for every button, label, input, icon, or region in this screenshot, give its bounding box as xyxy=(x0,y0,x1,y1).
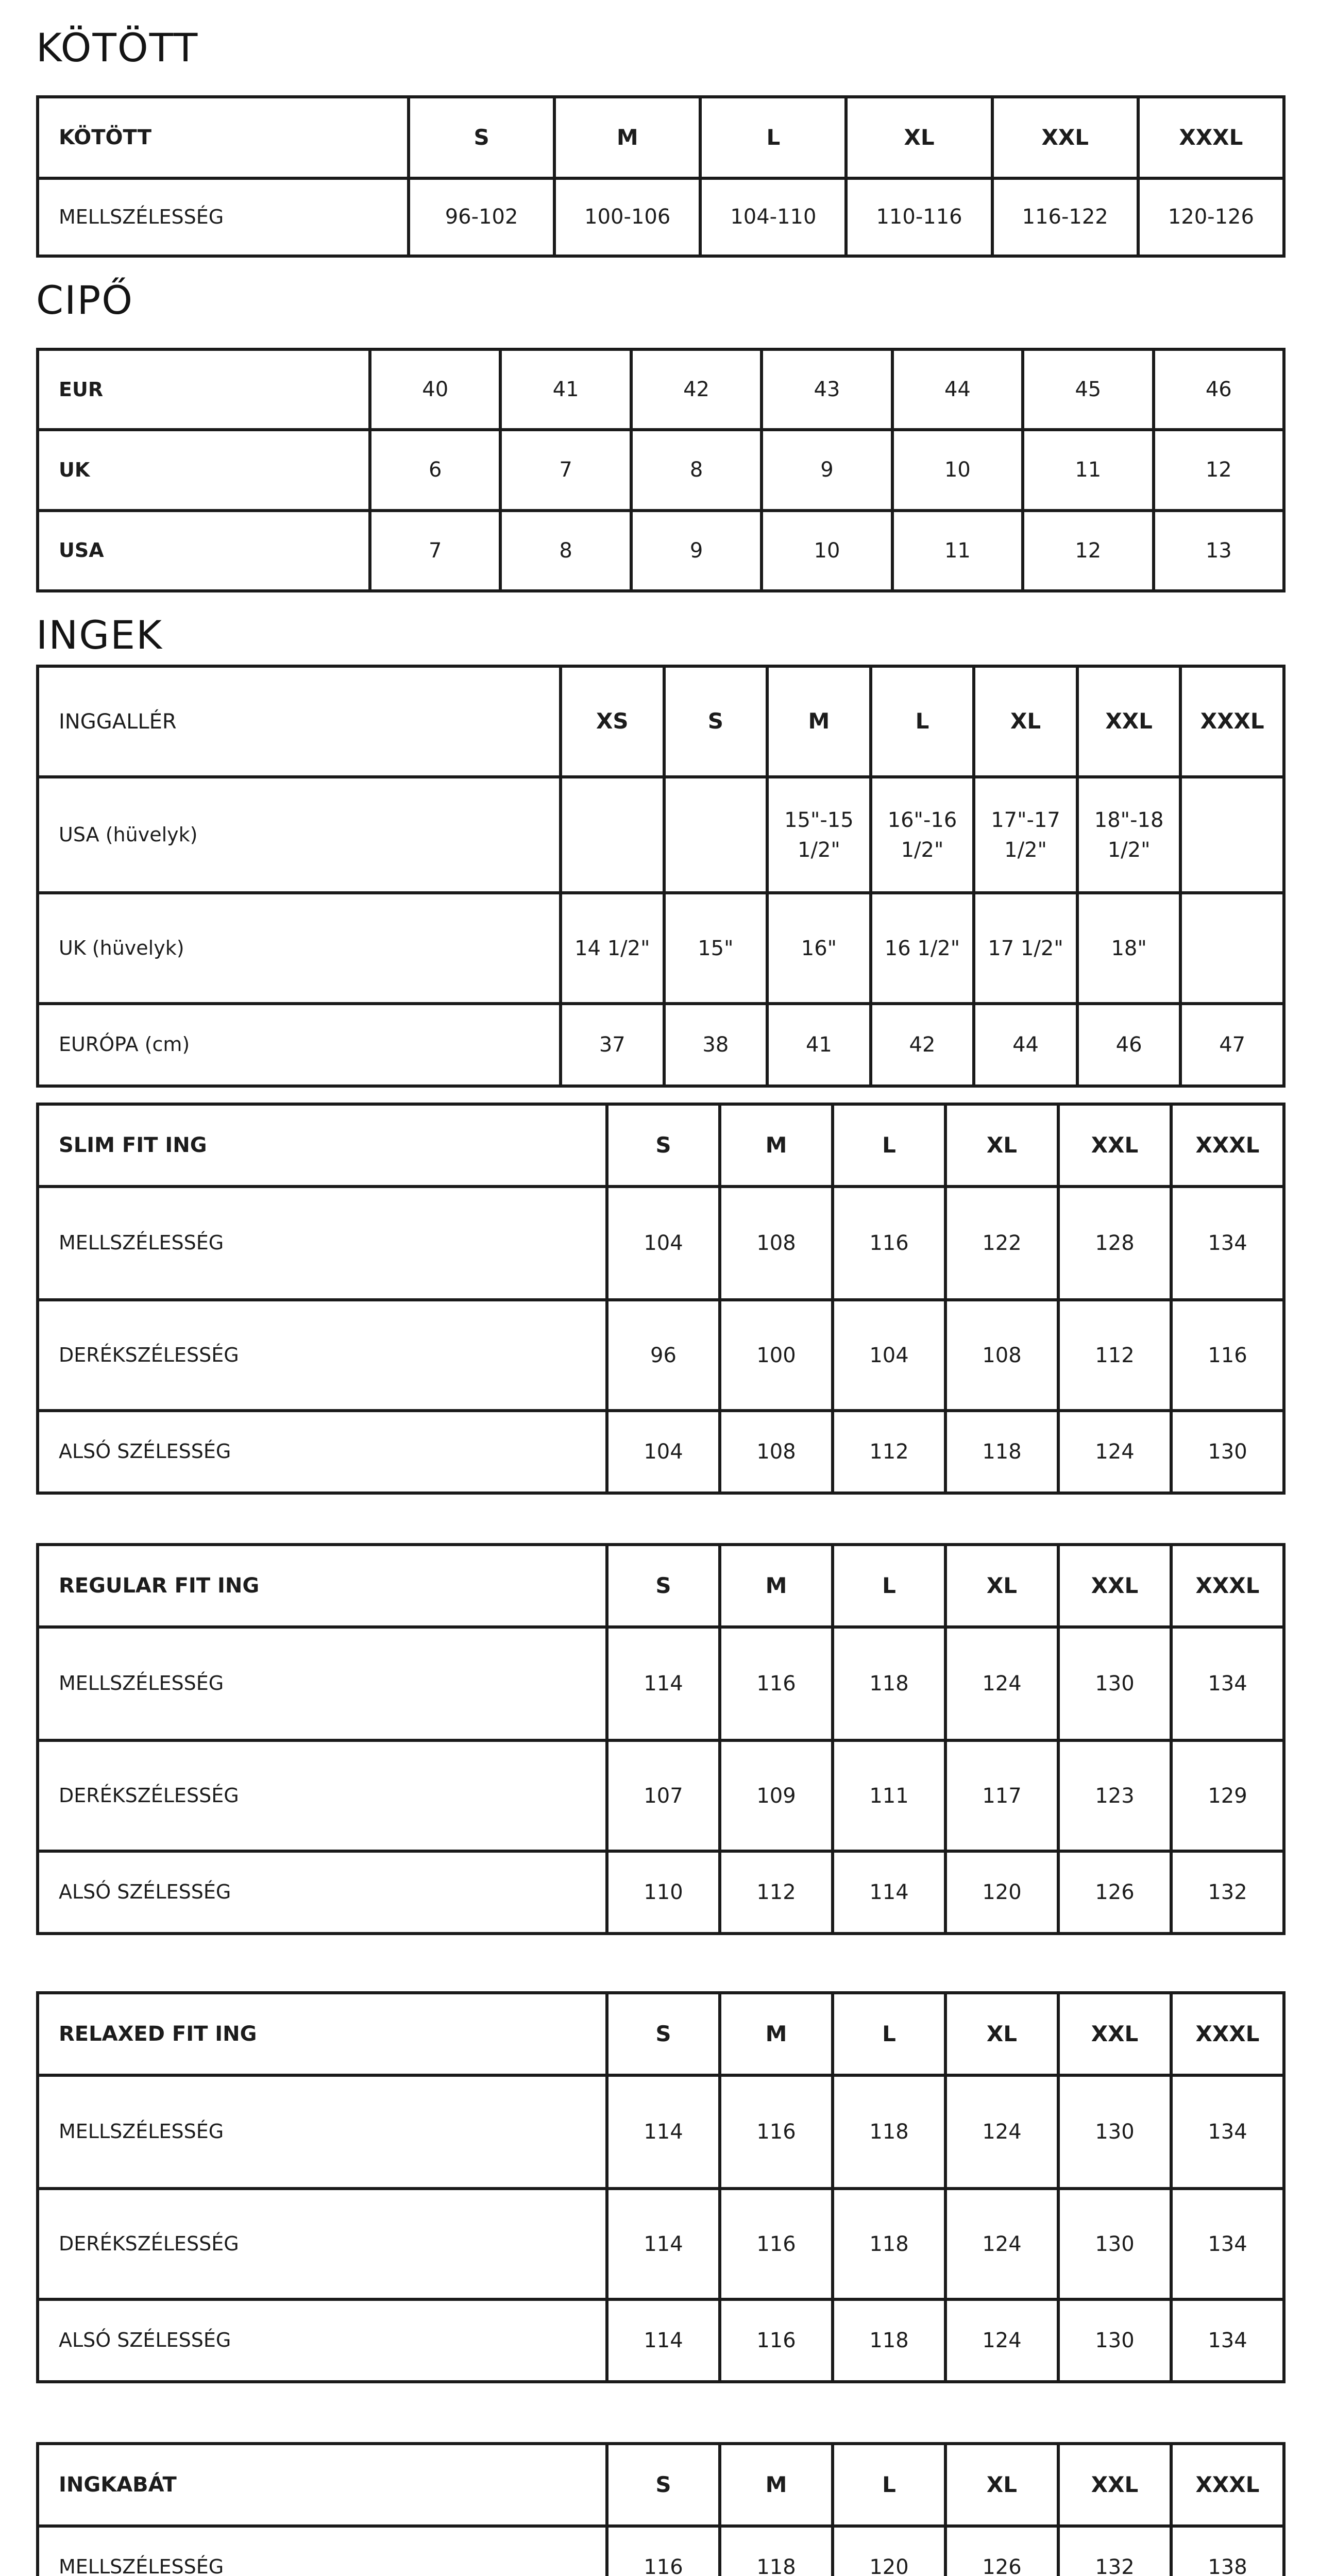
table-cell: 12 xyxy=(1023,511,1153,591)
header-cell: S xyxy=(607,1104,720,1187)
table-inggaller xyxy=(36,665,1286,1088)
header-cell: XXXL xyxy=(1138,97,1284,178)
table-cell: 104 xyxy=(833,1300,945,1411)
header-cell: M xyxy=(720,2444,833,2526)
table-regular-fit-ing xyxy=(36,1543,1286,1935)
header-cell: M xyxy=(720,1104,833,1187)
table-cell xyxy=(664,777,768,893)
table-cell: 120 xyxy=(833,2526,945,2576)
table-cell: 42 xyxy=(871,1004,974,1086)
table-cell: 112 xyxy=(1058,1300,1171,1411)
table-cell: 37 xyxy=(561,1004,664,1086)
table-cell: 120-126 xyxy=(1138,178,1284,256)
table-cell: 100-106 xyxy=(554,178,700,256)
table-cell: 126 xyxy=(1058,1851,1171,1934)
header-cell: INGGALLÉR xyxy=(38,666,561,777)
header-cell: XL xyxy=(945,1545,1058,1627)
header-cell: L xyxy=(700,97,846,178)
table-cell: 107 xyxy=(607,1740,720,1851)
table-cell: 7 xyxy=(370,511,500,591)
header-cell: XL xyxy=(974,666,1077,777)
table-row xyxy=(38,349,1284,430)
table-header-row xyxy=(38,1104,1284,1187)
table-cell: 40 xyxy=(370,349,500,430)
table-cell: 38 xyxy=(664,1004,768,1086)
table-cell: 118 xyxy=(833,1627,945,1740)
table-row xyxy=(38,178,1284,256)
table-cell: 124 xyxy=(945,2189,1058,2299)
table-header-row xyxy=(38,97,1284,178)
row-label: MELLSZÉLESSÉG xyxy=(38,2075,607,2189)
table-cell: 116 xyxy=(1171,1300,1284,1411)
table-cell: 17"-17 1/2" xyxy=(974,777,1077,893)
table-cell: 134 xyxy=(1171,1627,1284,1740)
section-title-kotott: KÖTÖTT xyxy=(36,25,199,71)
table-row xyxy=(38,1627,1284,1740)
table-cell: 132 xyxy=(1171,1851,1284,1934)
table-cell: 124 xyxy=(945,1627,1058,1740)
header-cell: XXL xyxy=(1058,1545,1171,1627)
table-row xyxy=(38,1740,1284,1851)
table-cell: 15" xyxy=(664,893,768,1004)
table-cell xyxy=(1180,777,1284,893)
row-label: ALSÓ SZÉLESSÉG xyxy=(38,1851,607,1934)
header-cell: S xyxy=(664,666,768,777)
table-cell: 15"-15 1/2" xyxy=(767,777,871,893)
table-row xyxy=(38,893,1284,1004)
row-label: MELLSZÉLESSÉG xyxy=(38,178,409,256)
table-cell: 134 xyxy=(1171,2299,1284,2382)
section-title-ingek: INGEK xyxy=(36,612,163,658)
table-cell: 100 xyxy=(720,1300,833,1411)
table-row xyxy=(38,1411,1284,1493)
table-cell: 118 xyxy=(720,2526,833,2576)
table-header-row xyxy=(38,666,1284,777)
table-cell: 10 xyxy=(892,430,1023,510)
table-cell: 104-110 xyxy=(700,178,846,256)
table-cell: 117 xyxy=(945,1740,1058,1851)
header-cell: S xyxy=(607,1545,720,1627)
header-cell: M xyxy=(554,97,700,178)
table-cell: 8 xyxy=(631,430,762,510)
table-cell: 14 1/2" xyxy=(561,893,664,1004)
table-cell: 45 xyxy=(1023,349,1153,430)
header-cell: L xyxy=(833,1993,945,2075)
table-cell: 7 xyxy=(500,430,631,510)
table-cell: 42 xyxy=(631,349,762,430)
row-label: EUR xyxy=(38,349,370,430)
table-cell: 122 xyxy=(945,1187,1058,1300)
table-relaxed-fit-ing xyxy=(36,1991,1286,2383)
header-cell: INGKABÁT xyxy=(38,2444,607,2526)
table-cell: 110-116 xyxy=(846,178,992,256)
table-row xyxy=(38,2526,1284,2576)
table-kotott xyxy=(36,95,1286,258)
header-cell: XL xyxy=(846,97,992,178)
table-cell: 128 xyxy=(1058,1187,1171,1300)
header-cell: XXL xyxy=(1058,2444,1171,2526)
header-cell: S xyxy=(607,2444,720,2526)
row-label: DERÉKSZÉLESSÉG xyxy=(38,1300,607,1411)
table-cell: 118 xyxy=(833,2075,945,2189)
table-ingkabat xyxy=(36,2442,1286,2576)
table-cell: 116 xyxy=(720,2189,833,2299)
table-cell: 96-102 xyxy=(409,178,554,256)
table-row xyxy=(38,511,1284,591)
table-cell: 116 xyxy=(833,1187,945,1300)
table-cell: 116 xyxy=(720,2299,833,2382)
row-label: MELLSZÉLESSÉG xyxy=(38,1187,607,1300)
table-cell: 116 xyxy=(720,1627,833,1740)
table-cell: 138 xyxy=(1171,2526,1284,2576)
table-cell: 130 xyxy=(1171,1411,1284,1493)
header-cell: XL xyxy=(945,1993,1058,2075)
table-cell: 8 xyxy=(500,511,631,591)
table-cell: 16"-16 1/2" xyxy=(871,777,974,893)
header-cell: XXL xyxy=(1058,1993,1171,2075)
table-cell: 129 xyxy=(1171,1740,1284,1851)
table-row xyxy=(38,777,1284,893)
table-cell: 46 xyxy=(1077,1004,1181,1086)
table-cell: 104 xyxy=(607,1411,720,1493)
table-cell: 130 xyxy=(1058,2189,1171,2299)
table-cell: 16 1/2" xyxy=(871,893,974,1004)
table-header-row xyxy=(38,1993,1284,2075)
header-cell: M xyxy=(720,1545,833,1627)
table-cell: 13 xyxy=(1154,511,1284,591)
table-row xyxy=(38,2189,1284,2299)
header-cell: XXXL xyxy=(1171,1993,1284,2075)
table-cell: 109 xyxy=(720,1740,833,1851)
header-cell: RELAXED FIT ING xyxy=(38,1993,607,2075)
table-row xyxy=(38,430,1284,510)
table-cell: 47 xyxy=(1180,1004,1284,1086)
table-cell: 16" xyxy=(767,893,871,1004)
table-cell xyxy=(1180,893,1284,1004)
table-cell: 18" xyxy=(1077,893,1181,1004)
table-cell: 134 xyxy=(1171,2189,1284,2299)
table-cell: 132 xyxy=(1058,2526,1171,2576)
table-cell: 114 xyxy=(833,1851,945,1934)
table-cell: 130 xyxy=(1058,2075,1171,2189)
table-cell: 112 xyxy=(833,1411,945,1493)
table-cell: 9 xyxy=(762,430,892,510)
table-cell: 124 xyxy=(945,2075,1058,2189)
table-cell: 18"-18 1/2" xyxy=(1077,777,1181,893)
table-cell: 114 xyxy=(607,1627,720,1740)
table-row xyxy=(38,1187,1284,1300)
table-row xyxy=(38,1300,1284,1411)
table-cell: 46 xyxy=(1154,349,1284,430)
row-label: EURÓPA (cm) xyxy=(38,1004,561,1086)
table-cell: 134 xyxy=(1171,1187,1284,1300)
table-cell: 43 xyxy=(762,349,892,430)
row-label: USA xyxy=(38,511,370,591)
header-cell: L xyxy=(871,666,974,777)
table-cell: 116 xyxy=(607,2526,720,2576)
table-cell: 96 xyxy=(607,1300,720,1411)
table-cell: 116 xyxy=(720,2075,833,2189)
table-row xyxy=(38,2299,1284,2382)
table-cell: 6 xyxy=(370,430,500,510)
table-cipo xyxy=(36,348,1286,592)
table-cell: 114 xyxy=(607,2075,720,2189)
header-cell: L xyxy=(833,1104,945,1187)
table-cell: 124 xyxy=(1058,1411,1171,1493)
table-cell: 108 xyxy=(720,1411,833,1493)
table-cell: 108 xyxy=(945,1300,1058,1411)
table-cell: 10 xyxy=(762,511,892,591)
header-cell: KÖTÖTT xyxy=(38,97,409,178)
header-cell: SLIM FIT ING xyxy=(38,1104,607,1187)
header-cell: M xyxy=(720,1993,833,2075)
table-cell: 111 xyxy=(833,1740,945,1851)
table-cell: 116-122 xyxy=(992,178,1138,256)
table-cell: 44 xyxy=(974,1004,1077,1086)
table-cell: 41 xyxy=(500,349,631,430)
header-cell: XXXL xyxy=(1171,2444,1284,2526)
header-cell: XL xyxy=(945,2444,1058,2526)
table-header-row xyxy=(38,2444,1284,2526)
table-cell: 11 xyxy=(1023,430,1153,510)
table-cell: 118 xyxy=(833,2299,945,2382)
table-cell: 44 xyxy=(892,349,1023,430)
table-cell: 110 xyxy=(607,1851,720,1934)
section-title-cipo: CIPŐ xyxy=(36,277,134,323)
table-cell: 9 xyxy=(631,511,762,591)
header-cell: L xyxy=(833,2444,945,2526)
table-row xyxy=(38,2075,1284,2189)
table-cell: 104 xyxy=(607,1187,720,1300)
table-header-row xyxy=(38,1545,1284,1627)
table-cell: 118 xyxy=(833,2189,945,2299)
table-slim-fit-ing xyxy=(36,1103,1286,1495)
table-cell: 130 xyxy=(1058,1627,1171,1740)
header-cell: REGULAR FIT ING xyxy=(38,1545,607,1627)
row-label: DERÉKSZÉLESSÉG xyxy=(38,2189,607,2299)
row-label: ALSÓ SZÉLESSÉG xyxy=(38,1411,607,1493)
table-cell: 118 xyxy=(945,1411,1058,1493)
header-cell: XXL xyxy=(1058,1104,1171,1187)
header-cell: XXXL xyxy=(1171,1104,1284,1187)
table-cell: 112 xyxy=(720,1851,833,1934)
table-cell: 12 xyxy=(1154,430,1284,510)
header-cell: XS xyxy=(561,666,664,777)
header-cell: XXL xyxy=(1077,666,1181,777)
table-cell: 124 xyxy=(945,2299,1058,2382)
table-cell: 11 xyxy=(892,511,1023,591)
header-cell: XL xyxy=(945,1104,1058,1187)
table-cell: 126 xyxy=(945,2526,1058,2576)
row-label: UK xyxy=(38,430,370,510)
header-cell: XXXL xyxy=(1180,666,1284,777)
table-row xyxy=(38,1004,1284,1086)
header-cell: S xyxy=(607,1993,720,2075)
row-label: MELLSZÉLESSÉG xyxy=(38,2526,607,2576)
table-cell: 17 1/2" xyxy=(974,893,1077,1004)
table-cell: 41 xyxy=(767,1004,871,1086)
table-cell: 114 xyxy=(607,2189,720,2299)
header-cell: M xyxy=(767,666,871,777)
table-cell: 123 xyxy=(1058,1740,1171,1851)
table-cell: 134 xyxy=(1171,2075,1284,2189)
header-cell: S xyxy=(409,97,554,178)
table-cell xyxy=(561,777,664,893)
row-label: DERÉKSZÉLESSÉG xyxy=(38,1740,607,1851)
row-label: ALSÓ SZÉLESSÉG xyxy=(38,2299,607,2382)
table-cell: 114 xyxy=(607,2299,720,2382)
table-cell: 108 xyxy=(720,1187,833,1300)
row-label: UK (hüvelyk) xyxy=(38,893,561,1004)
header-cell: XXXL xyxy=(1171,1545,1284,1627)
table-cell: 130 xyxy=(1058,2299,1171,2382)
header-cell: XXL xyxy=(992,97,1138,178)
table-row xyxy=(38,1851,1284,1934)
header-cell: L xyxy=(833,1545,945,1627)
table-cell: 120 xyxy=(945,1851,1058,1934)
row-label: USA (hüvelyk) xyxy=(38,777,561,893)
row-label: MELLSZÉLESSÉG xyxy=(38,1627,607,1740)
